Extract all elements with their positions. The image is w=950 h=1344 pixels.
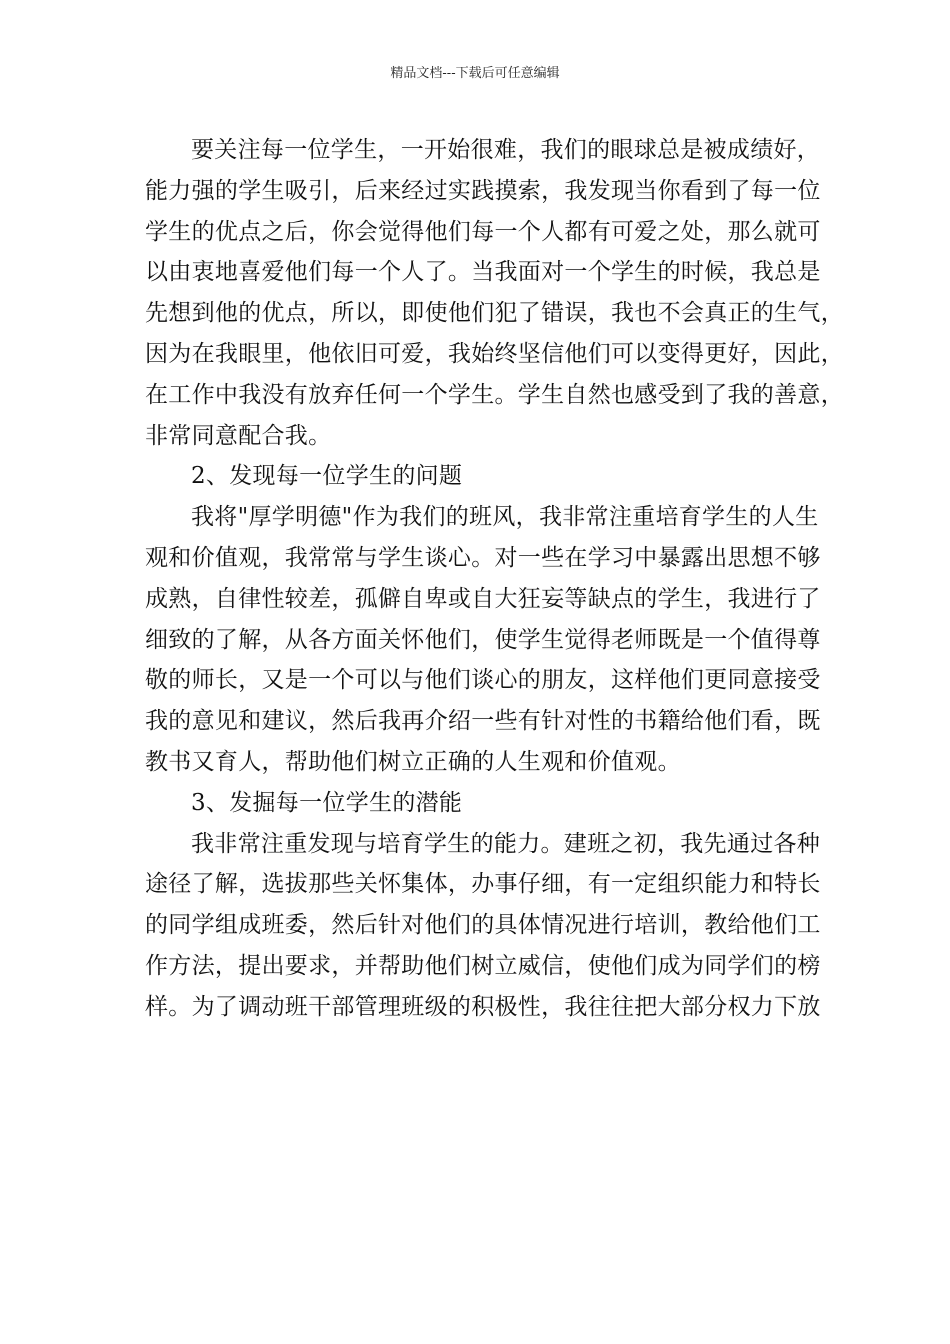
page-header: 精品文档---下载后可任意编辑 — [390, 66, 560, 81]
text-line: 因为在我眼里，他依旧可爱，我始终坚信他们可以变得更好，因此， — [145, 340, 844, 367]
text-line: 我将"厚学明德"作为我们的班风，我非常注重培育学生的人生 — [191, 504, 819, 531]
text-line: 先想到他的优点，所以，即使他们犯了错误，我也不会真正的生气， — [145, 300, 844, 327]
text-line: 观和价值观，我常常与学生谈心。对一些在学习中暴露出思想不够 — [145, 544, 821, 571]
text-line: 3、发掘每一位学生的潜能 — [191, 789, 463, 816]
body-paragraph — [145, 497, 821, 783]
section-heading — [145, 456, 807, 497]
text-line: 成熟，自律性较差，孤僻自卑或自大狂妄等缺点的学生，我进行了 — [145, 585, 821, 612]
body-paragraph — [145, 824, 821, 1028]
text-line: 在工作中我没有放弃任何一个学生。学生自然也感受到了我的善意， — [145, 381, 844, 408]
text-line: 教书又育人，帮助他们树立正确的人生观和价值观。 — [145, 748, 681, 775]
text-line: 我的意见和建议，然后我再介绍一些有针对性的书籍给他们看，既 — [145, 708, 821, 735]
document-body — [145, 130, 844, 1028]
section-heading — [145, 783, 807, 824]
text-line: 途径了解，选拔那些关怀集体，办事仔细，有一定组织能力和特长 — [145, 871, 821, 898]
text-line: 要关注每一位学生，一开始很难，我们的眼球总是被成绩好， — [191, 137, 821, 163]
text-line: 细致的了解，从各方面关怀他们，使学生觉得老师既是一个值得尊 — [145, 626, 821, 653]
text-line: 以由衷地喜爱他们每一个人了。当我面对一个学生的时候，我总是 — [145, 259, 821, 286]
text-line: 能力强的学生吸引，后来经过实践摸索，我发现当你看到了每一位 — [145, 177, 821, 204]
text-line: 我非常注重发现与培育学生的能力。建班之初，我先通过各种 — [191, 830, 821, 857]
text-line: 学生的优点之后，你会觉得他们每一个人都有可爱之处，那么就可 — [145, 218, 821, 245]
text-line: 敬的师长，又是一个可以与他们谈心的朋友，这样他们更同意接受 — [145, 667, 821, 694]
text-line: 样。为了调动班干部管理班级的积极性，我往往把大部分权力下放 — [145, 993, 821, 1020]
text-line: 作方法，提出要求，并帮助他们树立威信，使他们成为同学们的榜 — [145, 952, 821, 979]
body-paragraph — [145, 130, 844, 456]
paragraph-list — [145, 130, 844, 1028]
text-line: 非常同意配合我。 — [145, 422, 332, 449]
text-line: 的同学组成班委，然后针对他们的具体情况进行培训，教给他们工 — [145, 912, 821, 939]
text-line: 2、发现每一位学生的问题 — [191, 463, 463, 490]
